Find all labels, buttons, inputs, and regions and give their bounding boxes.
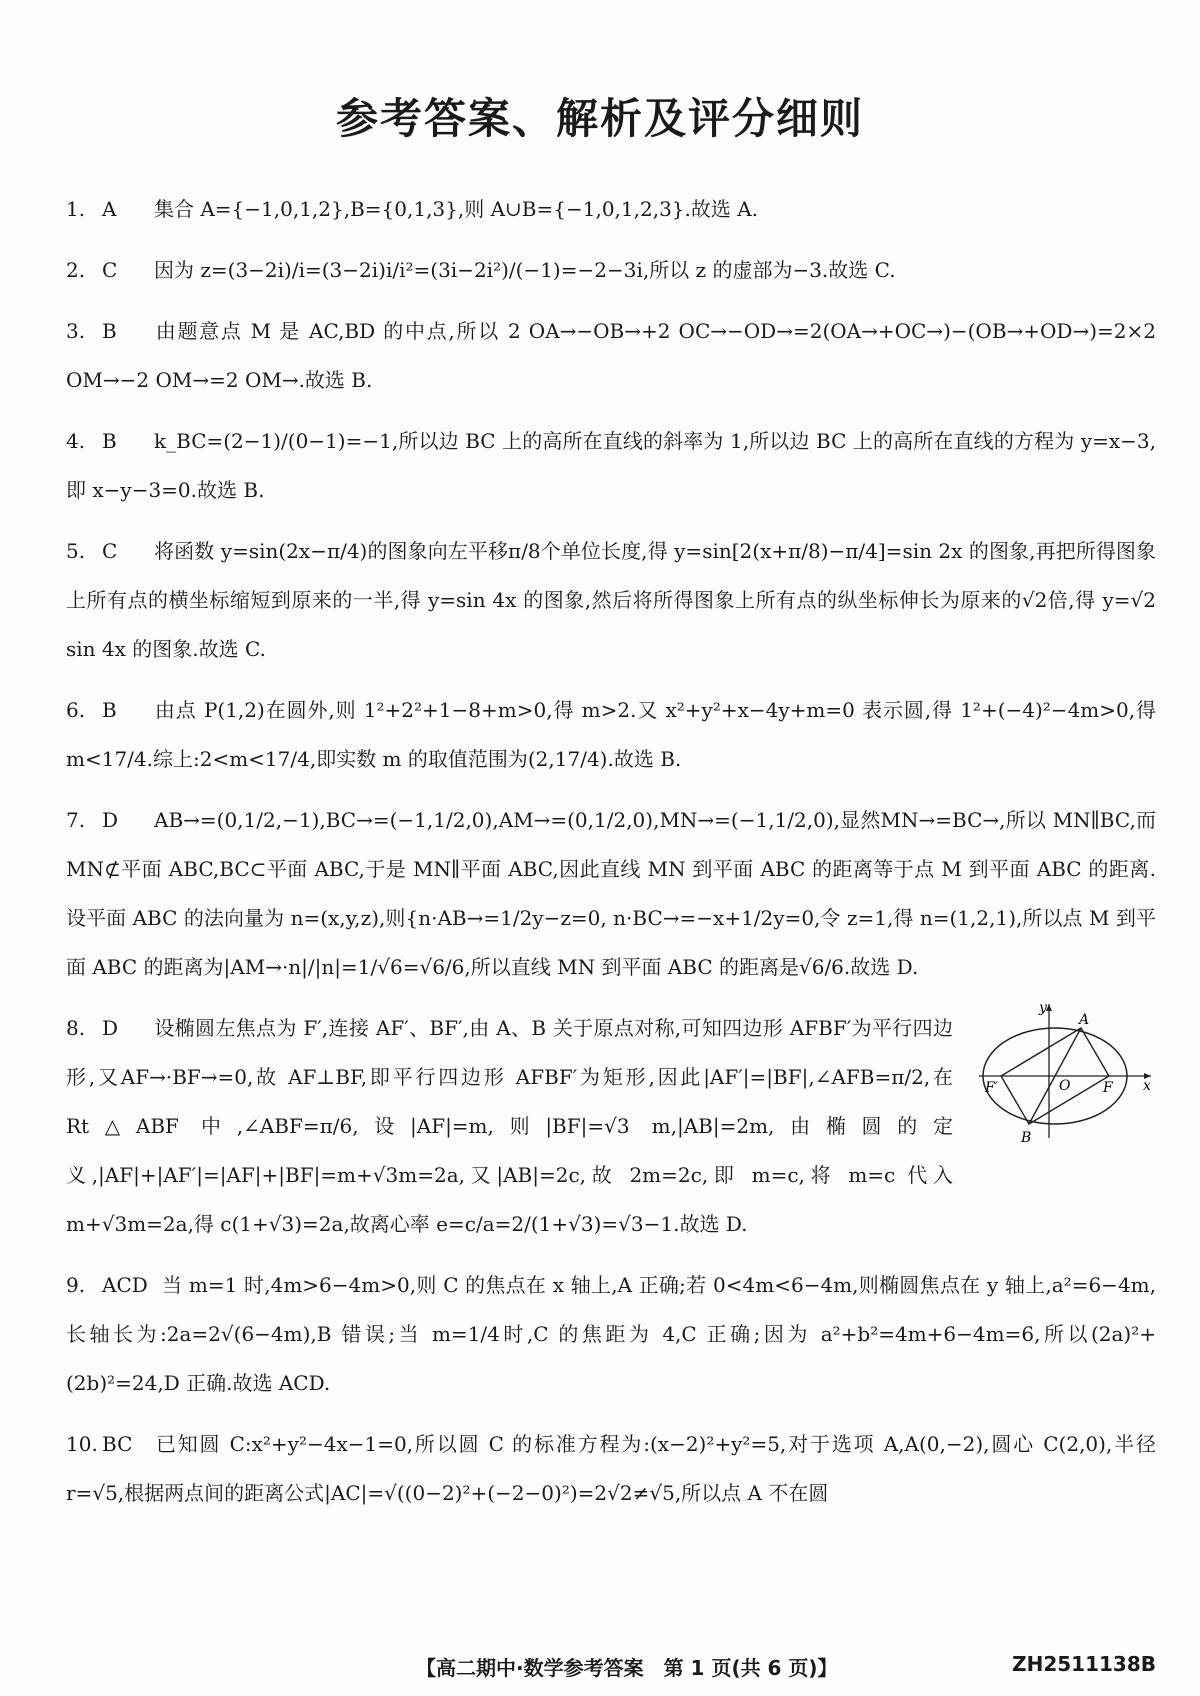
item-explanation: 由点 P(1,2)在圆外,则 1²+2²+1−8+m>0,得 m>2.又 x²+y²+x−4y+m=0 表示圆,得 1²+(−4)²−4m>0,得 m<17/4.综上:2<m<17/4,即实数 m 的取值范围为(2,17/4).故选 B. [66, 698, 1156, 771]
item-explanation: 因为 z=(3−2i)/i=(3−2i)i/i²=(3i−2i²)/(−1)=−2−3i,所以 z 的虚部为−3.故选 C. [154, 258, 896, 282]
item-number: 9. [66, 1273, 86, 1297]
item-answer: C [102, 258, 118, 282]
ellipse-diagram [971, 998, 1156, 1148]
item-number: 7. [66, 808, 86, 832]
item-explanation: 将函数 y=sin(2x−π/4)的图象向左平移π/8个单位长度,得 y=sin[2(x+π/8)−π/4]=sin 2x 的图象,再把所得图象上所有点的横坐标缩短到原来的一半,得 y=sin 4x 的图象,然后将所得图象上所有点的纵坐标伸长为原来的√2倍,得 y=√2 sin 4x 的图象.故选 C. [66, 539, 1156, 661]
item-explanation: 当 m=1 时,4m>6−4m>0,则 C 的焦点在 x 轴上,A 正确;若 0<4m<6−4m,则椭圆焦点在 y 轴上,a²=6−4m,长轴长为:2a=2√(6−4m),B 错误;当 m=1/4时,C 的焦距为 4,C 正确;因为 a²+b²=4m+6−4m=6,所以(2a)²+(2b)²=24,D 正确.故选 ACD. [66, 1273, 1156, 1395]
footer-code: ZH2511138B [1012, 1652, 1156, 1676]
item-answer: D [102, 1016, 119, 1040]
label-x: x [1143, 1078, 1151, 1094]
item-answer: B [102, 698, 117, 722]
footer-page-info: 【高二期中·数学参考答案 第 1 页(共 6 页)】 [416, 1656, 838, 1680]
item-number: 3. [66, 319, 86, 343]
item-explanation: 已知圆 C:x²+y²−4x−1=0,所以圆 C 的标准方程为:(x−2)²+y²=5,对于选项 A,A(0,−2),圆心 C(2,0),半径 r=√5,根据两点间的距离公式|AC|=√((0−2)²+(−2−0)²)=2√2≠√5,所以点 A 不在圆 [66, 1432, 1156, 1505]
answer-item-10 [66, 1420, 1156, 1518]
ellipse-figure [971, 998, 1156, 1148]
answer-item-8 [66, 1000, 1156, 1249]
item-number: 10. [66, 1432, 98, 1456]
label-o: O [1059, 1078, 1071, 1094]
answer-item-9 [66, 1261, 1156, 1408]
page-title: 参考答案、解析及评分细则 [335, 94, 864, 143]
label-y: y [1039, 1000, 1047, 1016]
item-number: 2. [66, 258, 86, 282]
item-explanation: 由题意点 M 是 AC,BD 的中点,所以 2 OA→−OB→+2 OC→−OD→=2(OA→+OC→)−(OB→+OD→)=2×2 OM→−2 OM→=2 OM→.故选 B. [66, 319, 1156, 392]
label-a: A [1079, 1012, 1090, 1028]
item-number: 4. [66, 429, 86, 453]
item-explanation: 设椭圆左焦点为 F′,连接 AF′、BF′,由 A、B 关于原点对称,可知四边形 AFBF′为平行四边形,又AF→·BF→=0,故 AF⊥BF,即平行四边形 AFBF′为矩形,因此|AF′|=|BF|,∠AFB=π/2,在 Rt△ABF 中,∠ABF=π/6,设|AF|=m,则|BF|=√3 m,|AB|=2m,由椭圆的定义,|AF|+|AF′|=|AF|+|BF|=m+√3m=2a,又|AB|=2c,故 2m=2c,即 m=c,将 m=c 代入 m+√3m=2a,得 c(1+√3)=2a,故离心率 e=c/a=2/(1+√3)=√3−1.故选 D. [66, 1016, 953, 1236]
item-explanation: AB→=(0,1/2,−1),BC→=(−1,1/2,0),AM→=(0,1/2,0),MN→=(−1,1/2,0),显然MN→=BC→,所以 MN∥BC,而 MN⊄平面 ABC,BC⊂平面 ABC,于是 MN∥平面 ABC,因此直线 MN 到平面 ABC 的距离等于点 M 到平面 ABC 的距离.设平面 ABC 的法向量为 n=(x,y,z),则{n·AB→=1/2y−z=0, n·BC→=−x+1/2y=0,令 z=1,得 n=(1,2,1),所以点 M 到平面 ABC 的距离为|AM→·n|/|n|=1/√6=√6/6,所以直线 MN 到平面 ABC 的距离是√6/6.故选 D. [66, 808, 1156, 979]
answer-item-5 [66, 527, 1156, 674]
answer-item-4 [66, 417, 1156, 515]
item-explanation: k_BC=(2−1)/(0−1)=−1,所以边 BC 上的高所在直线的斜率为 1,所以边 BC 上的高所在直线的方程为 y=x−3,即 x−y−3=0.故选 B. [66, 429, 1156, 502]
answer-list [66, 185, 1156, 1530]
item-explanation: 集合 A={−1,0,1,2},B={0,1,3},则 A∪B={−1,0,1,2,3}.故选 A. [154, 197, 759, 221]
label-f: F [1103, 1080, 1113, 1096]
scan-marks [340, 64, 860, 74]
answer-item-6 [66, 686, 1156, 784]
item-answer: BC [102, 1432, 133, 1456]
label-f-prime: F′ [985, 1080, 998, 1096]
answer-item-2 [66, 246, 1156, 295]
item-answer: B [102, 429, 117, 453]
label-b: B [1021, 1130, 1032, 1146]
item-answer: A [102, 197, 117, 221]
answer-item-3 [66, 307, 1156, 405]
item-answer: B [102, 319, 117, 343]
item-number: 8. [66, 1016, 86, 1040]
item-answer: D [102, 808, 119, 832]
answer-item-7 [66, 796, 1156, 992]
item-number: 5. [66, 539, 86, 563]
item-answer: C [102, 539, 118, 563]
item-answer: ACD [102, 1273, 148, 1297]
answer-item-1 [66, 185, 1156, 234]
item-number: 1. [66, 197, 86, 221]
item-number: 6. [66, 698, 86, 722]
